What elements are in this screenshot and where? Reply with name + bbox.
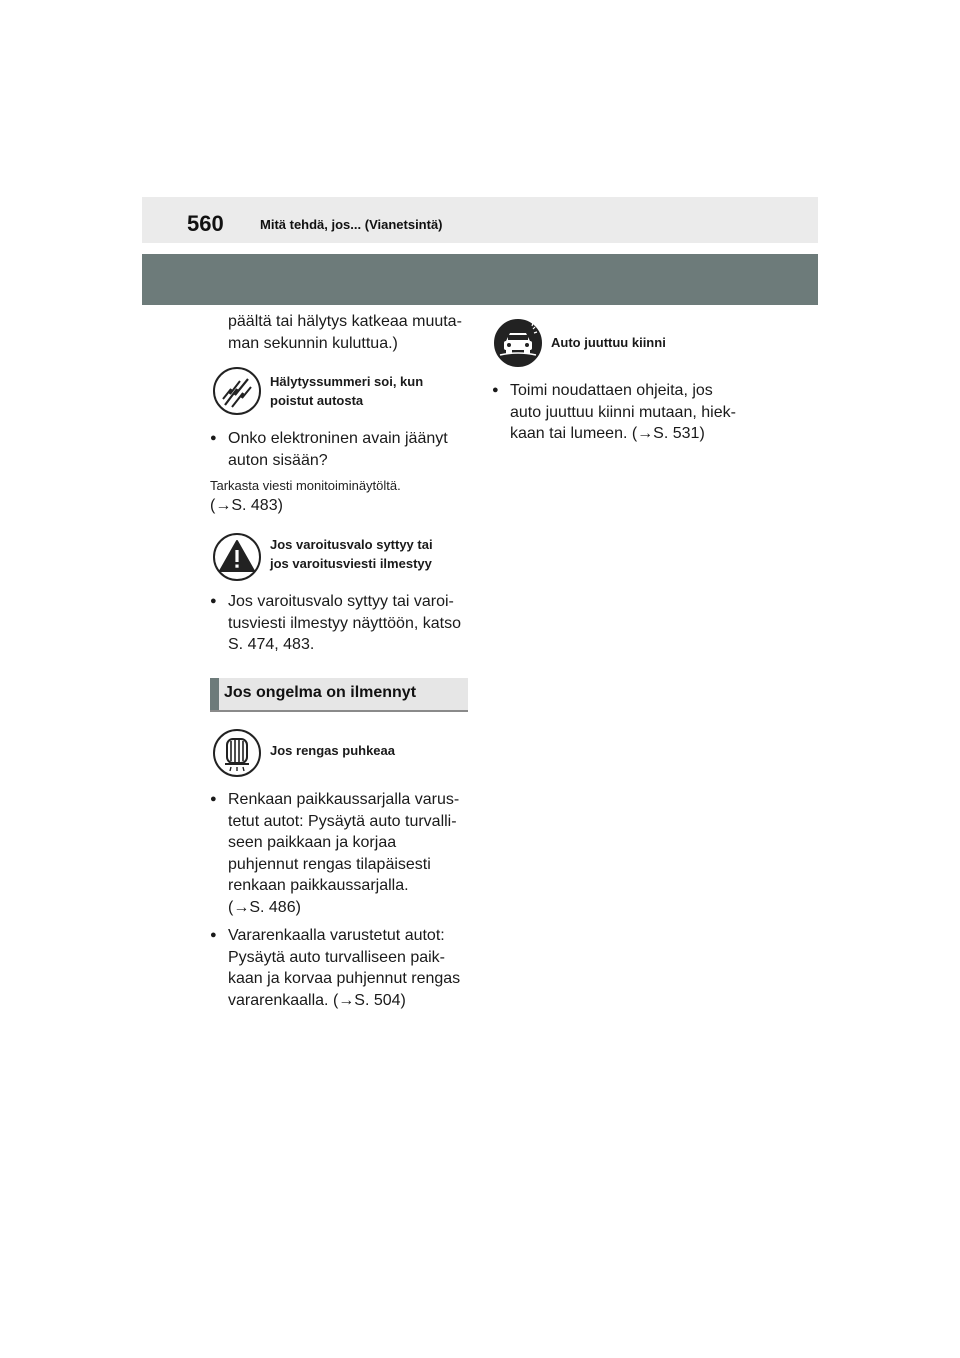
section-heading-bar xyxy=(210,678,219,710)
stuck-bullet-line-3: kaan tai lumeen. (→S. 531) xyxy=(510,425,705,442)
tire-bullet2-line-3: kaan ja korvaa puhjennut rengas xyxy=(228,970,461,987)
alarm-bullet xyxy=(210,428,448,471)
tire-title: Jos rengas puhkeaa xyxy=(270,743,395,758)
warning-bullet xyxy=(210,591,461,656)
stuck-bullet-line-2: auto juuttuu kiinni mutaan, hiek- xyxy=(510,403,736,421)
warning-triangle-icon xyxy=(213,533,261,581)
tire-bullet1-line-5: renkaan paikkaussarjalla. xyxy=(228,877,409,894)
alarm-wave-icon xyxy=(213,367,261,415)
tire-bullet1-line-6: (→S. 486) xyxy=(228,898,301,916)
section-band xyxy=(142,254,818,305)
stuck-bullet-line-1: ● Toimi noudattaen ohjeita, jos xyxy=(510,382,713,399)
tire-bullet1-line-1: ● Renkaan paikkaussarjalla varus- xyxy=(228,791,460,808)
tire-bullet-repair-kit xyxy=(210,789,459,918)
alarm-note-line-2: (→S. 483) xyxy=(210,497,283,514)
warning-title-line-2: jos varoitusviesti ilmestyy xyxy=(270,556,432,571)
continued-text-line-2: man sekunnin kuluttua.) xyxy=(228,335,398,352)
alarm-title-line-2: poistut autosta xyxy=(270,393,364,408)
stuck-bullet xyxy=(492,380,736,445)
tire-bullet1-line-3: seen paikkaan ja korjaa xyxy=(228,834,397,851)
page-number: 560 xyxy=(187,211,224,236)
alarm-bullet-line-1: ● Onko elektroninen avain jäänyt xyxy=(228,430,448,447)
stuck-car-icon xyxy=(494,319,542,367)
section-heading xyxy=(210,678,468,712)
warning-bullet-line-2: tusviesti ilmestyy näyttöön, katso xyxy=(228,614,461,632)
tire-bullet-spare xyxy=(210,925,460,1011)
tire-bullet2-line-4: vararenkaalla. (→S. 504) xyxy=(228,991,406,1009)
chapter-title: Mitä tehdä, jos... (Vianetsintä) xyxy=(260,217,443,232)
tire-bullet1-line-2: tetut autot: Pysäytä auto turvalli- xyxy=(228,812,457,830)
page-header xyxy=(142,197,818,243)
warning-bullet-line-3: S. 474, 483. xyxy=(228,636,315,653)
section-heading-title: Jos ongelma on ilmennyt xyxy=(224,684,417,701)
tire-bullet2-line-1: ● Vararenkaalla varustetut autot: xyxy=(228,927,445,944)
tire-bullet1-line-4: puhjennut rengas tilapäisesti xyxy=(228,855,431,873)
warning-bullet-line-1: ● Jos varoitusvalo syttyy tai varoi- xyxy=(228,593,454,610)
warning-title-line-1: Jos varoitusvalo syttyy tai xyxy=(270,537,433,552)
alarm-note-line-1: Tarkasta viesti monitoiminäytöltä. xyxy=(210,478,401,493)
flat-tire-icon xyxy=(213,729,261,777)
continued-text-line-1: päältä tai hälytys katkeaa muuta- xyxy=(228,313,462,330)
tire-bullet2-line-2: Pysäytä auto turvalliseen paik- xyxy=(228,948,445,966)
alarm-bullet-line-2: auton sisään? xyxy=(228,451,328,469)
stuck-title: Auto juuttuu kiinni xyxy=(551,335,666,350)
alarm-title-line-1: Hälytyssummeri soi, kun xyxy=(270,374,424,389)
